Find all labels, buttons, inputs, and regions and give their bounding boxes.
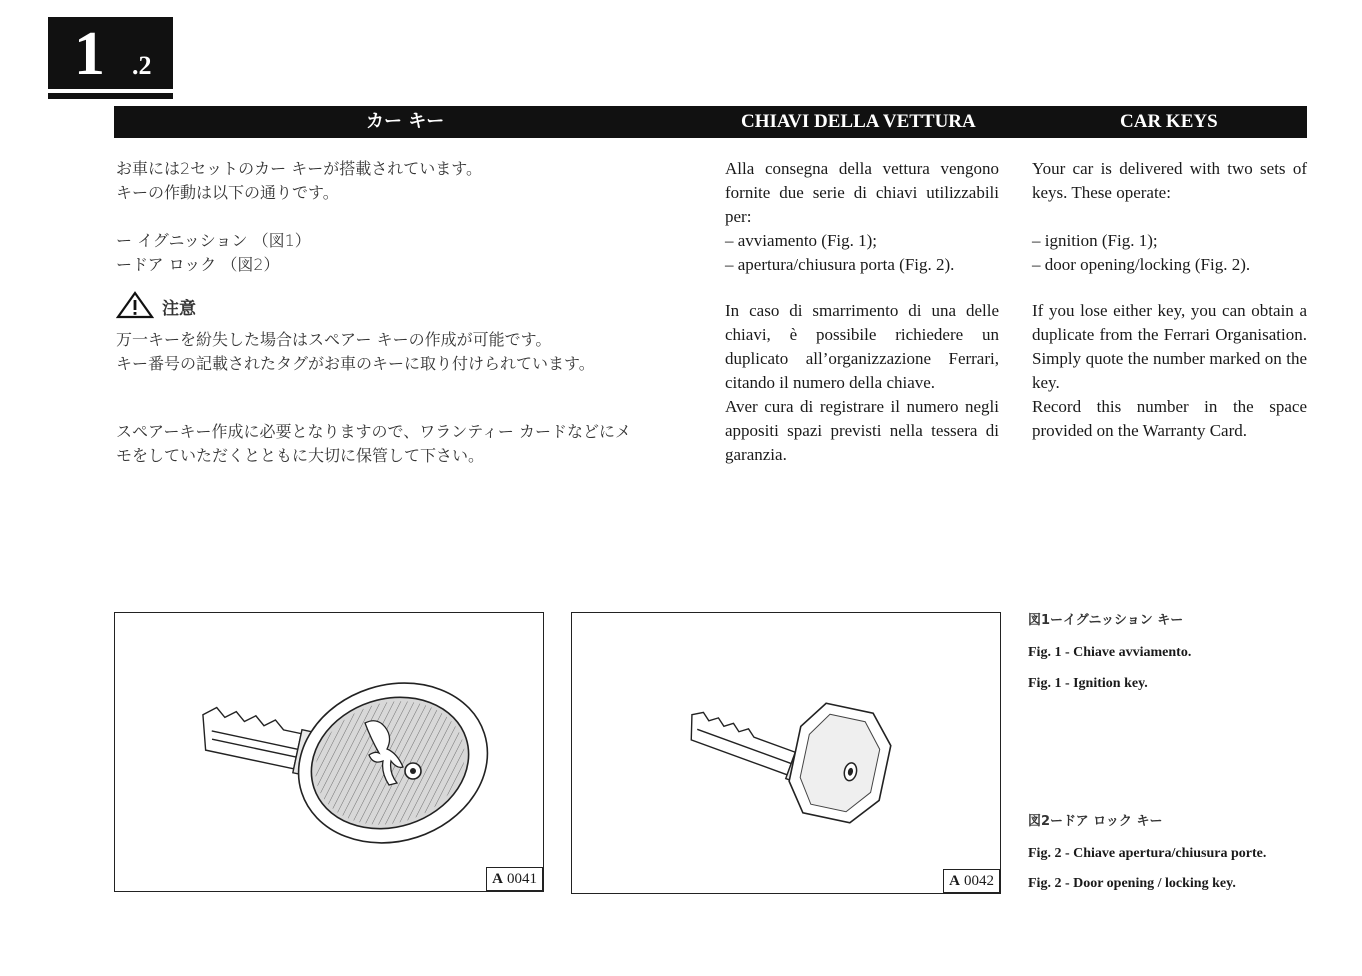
caption-fig1-it: Fig. 1 - Chiave avviamento. — [1028, 645, 1192, 660]
figure-1-code-number: 0041 — [507, 871, 537, 887]
ja-intro-line-1: お車には2セットのカー キーが搭載されています。 — [116, 159, 482, 178]
figure-1-code — [486, 867, 543, 891]
it-intro: Alla consegna della vettura vengono fornite due serie di chiavi utilizzabili per: — [725, 159, 999, 226]
ja-spare-line-1: スペアーキー作成に必要となりますので、ワランティー カードなどにメ — [116, 422, 632, 441]
figure-2-code — [943, 869, 1000, 893]
en-intro: Your car is delivered with two sets of keys. These operate: — [1032, 159, 1307, 202]
caption-fig1-en: Fig. 1 - Ignition key. — [1028, 676, 1148, 691]
en-lost-paragraph: If you lose either key, you can obtain a duplicate from the Ferrari Organisation. Simply quote the number marked on the key. — [1032, 301, 1307, 392]
english-column — [1032, 157, 1307, 443]
ignition-key-illustration — [115, 613, 543, 891]
caution-heading — [116, 291, 706, 326]
ja-intro-line-2: キーの作動は以下の通りです。 — [116, 183, 339, 202]
header-title-ja: カー キー — [366, 111, 445, 132]
figure-2-code-number: 0042 — [964, 873, 994, 889]
door-key-illustration — [572, 613, 1000, 893]
ja-spare-line-2: モをしていただくとともに大切に保管して下さい。 — [116, 446, 485, 465]
section-rule — [48, 93, 173, 99]
caption-fig2-it: Fig. 2 - Chiave apertura/chiusura porte. — [1028, 846, 1267, 861]
figure-door-key — [571, 612, 1001, 894]
header-bar — [114, 106, 1307, 138]
japanese-column — [116, 157, 706, 468]
header-title-en: CAR KEYS — [1120, 111, 1218, 132]
caption-fig2-en: Fig. 2 - Door opening / locking key. — [1028, 876, 1236, 891]
ja-list-item-1: ー イグニッション （図1） — [116, 231, 311, 250]
section-subnumber: .2 — [132, 51, 152, 80]
header-title-it: CHIAVI DELLA VETTURA — [741, 111, 976, 132]
it-lost-paragraph: In caso di smarrimento di una delle chiavi, è possibile richiedere un duplicato all’organizzazione Ferrari, citando il numero della chiave. — [725, 301, 999, 392]
figure-2-code-prefix: A — [949, 873, 960, 889]
en-record-paragraph: Record this number in the space provided on the Warranty Card. — [1032, 397, 1307, 440]
caption-fig1-ja: 図1ーイグニッション キー — [1028, 613, 1184, 628]
en-list-item-2: – door opening/locking (Fig. 2). — [1032, 255, 1251, 274]
figure-ignition-key — [114, 612, 544, 892]
caption-fig2-ja: 図2ードア ロック キー — [1028, 814, 1163, 829]
italian-column — [725, 157, 999, 467]
warning-triangle-icon — [116, 291, 154, 326]
section-badge — [48, 17, 173, 89]
it-list-item-1: – avviamento (Fig. 1); — [725, 231, 878, 250]
figure-1-code-prefix: A — [492, 871, 503, 887]
en-list-item-1: – ignition (Fig. 1); — [1032, 231, 1158, 250]
ja-caution-line-2: キー番号の記載されたタグがお車のキーに取り付けられています。 — [116, 354, 595, 373]
ja-caution-line-1: 万一キーを紛失した場合はスペアー キーの作成が可能です。 — [116, 330, 552, 349]
it-list-item-2: – apertura/chiusura porta (Fig. 2). — [725, 255, 955, 274]
caution-label: 注意 — [162, 298, 196, 319]
ja-list-item-2: ードア ロック （図2） — [116, 255, 280, 274]
it-record-paragraph: Aver cura di registrare il numero negli appositi spazi previsti nella tessera di garanzia. — [725, 397, 999, 464]
section-number: 1 — [74, 20, 105, 88]
